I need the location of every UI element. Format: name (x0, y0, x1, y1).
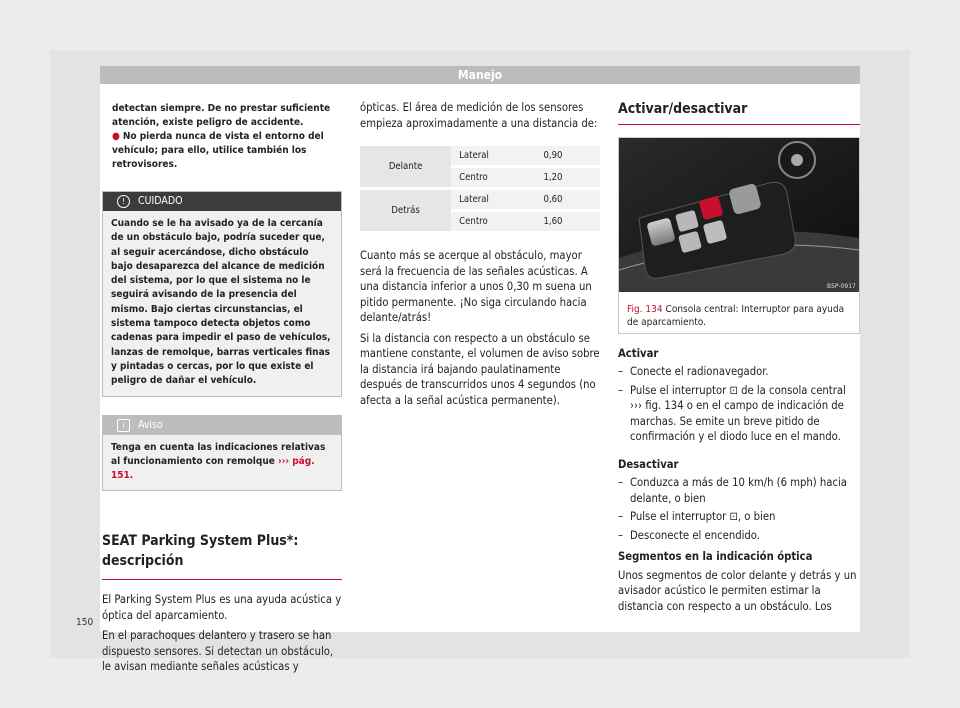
table-row (360, 190, 600, 209)
column-middle (360, 100, 600, 413)
section-title: SEAT Parking System Plus*: descripción (102, 531, 342, 580)
table-cell: 0,90 (535, 146, 600, 165)
warning-icon: ! (117, 195, 130, 208)
table-row (360, 146, 600, 165)
table-group: Detrás (360, 190, 451, 231)
figure-number: Fig. 134 (627, 303, 663, 315)
paragraph: ópticas. El área de medición de los sensores empieza aproximadamente a una distancia de: (360, 101, 598, 130)
list-item: – Conduzca a más de 10 km/h (6 mph) hacia delante, o bien (618, 476, 847, 505)
list-item: – Conecte el radionavegador. (618, 365, 769, 378)
section-title: Activar/desactivar (618, 100, 860, 125)
warning-line: detectan siempre. De no prestar suficiente atención, existe peligro de accidente. (112, 103, 331, 128)
bullet-icon: ● (112, 131, 120, 142)
caution-header (103, 192, 341, 211)
subheading: Desactivar (618, 457, 679, 471)
paragraph: Si la distancia con respecto a un obstáculo se mantiene constante, el volumen de aviso sobre la distancia irá bajando paulatinamente después de transcurridos unos 4 segundos (no afecta a la señal acústica permanente). (360, 331, 600, 407)
column-right (618, 100, 860, 614)
subheading: Segmentos en la indicación óptica (618, 550, 813, 563)
note-header (103, 416, 341, 435)
page-header: Manejo (100, 66, 860, 84)
console-photo (619, 138, 859, 292)
list-item: – Pulse el interruptor ⊡, o bien (618, 510, 776, 523)
page-number: 150 (76, 617, 94, 628)
table-group: Delante (360, 146, 451, 187)
figure (618, 137, 860, 334)
caution-box (102, 191, 342, 397)
table-cell: Lateral (451, 190, 535, 209)
table-cell: 1,60 (535, 212, 600, 231)
info-icon: i (117, 419, 130, 432)
table-cell: 1,20 (535, 168, 600, 187)
warning-line: ● No pierda nunca de vista el entorno del vehículo; para ello, utilice también los retrovisores. (112, 131, 324, 170)
warning-continuation (112, 102, 342, 172)
paragraph: Unos segmentos de color delante y detrás y un avisador acústico le permiten estimar la distancia con respecto a un obstáculo. Los (618, 568, 857, 613)
caution-title: CUIDADO (138, 195, 183, 207)
distance-table (360, 143, 600, 234)
table-cell: Centro (451, 212, 535, 231)
note-title: Aviso (138, 418, 163, 431)
note-text: Tenga en cuenta las indicaciones relativas al funcionamiento con remolque ››› pág. 151. (111, 441, 326, 482)
caution-text: Cuando se le ha avisado ya de la cercanía de un obstáculo bajo, podría suceder que, al seguir acercándose, dicho obstáculo bajo desaparezca del alcance de medición del sistema, por lo que el sistema no le seguirá avisando de la presencia del mismo. Bajo ciertas circunstancias, el sistema tampoco detecta objetos como cadenas para impedir el paso de vehículos, lanzas de remolque, barras verticales finas y pintadas o cercas, por lo que existe el peligro de dañar el vehículo. (111, 218, 331, 387)
paragraph: El Parking System Plus es una ayuda acústica y óptica del aparcamiento. (102, 593, 342, 622)
list-item: – Pulse el interruptor ⊡ de la consola central ››› fig. 134 o en el campo de indicación de marchas. Se emite un breve pitido de confirmación y el diodo luce en el mando. (618, 383, 846, 443)
table-cell: Centro (451, 168, 535, 187)
column-left (102, 102, 342, 680)
subheading: Activar (618, 346, 659, 360)
table-cell: 0,60 (535, 190, 600, 209)
paragraph: Cuanto más se acerque al obstáculo, mayor será la frecuencia de las señales acústicas. A una distancia inferior a unos 0,30 m suena un pitido permanente. ¡No siga circulando hacia delante/atrás! (360, 249, 592, 324)
page-reference-link[interactable]: ››› pág. 151. (111, 455, 315, 482)
figure-caption: Fig. 134 Consola central: Interruptor para ayuda de aparcamiento. (627, 303, 845, 328)
paragraph: En el parachoques delantero y trasero se han dispuesto sensores. Si detectan un obstáculo, le avisan mediante señales acústicas y (102, 629, 334, 674)
note-box (102, 415, 342, 492)
section-body (102, 592, 342, 675)
table-cell: Lateral (451, 146, 535, 165)
list-item: – Desconecte el encendido. (618, 528, 760, 542)
figure-code: B5P-0917 (827, 283, 856, 290)
